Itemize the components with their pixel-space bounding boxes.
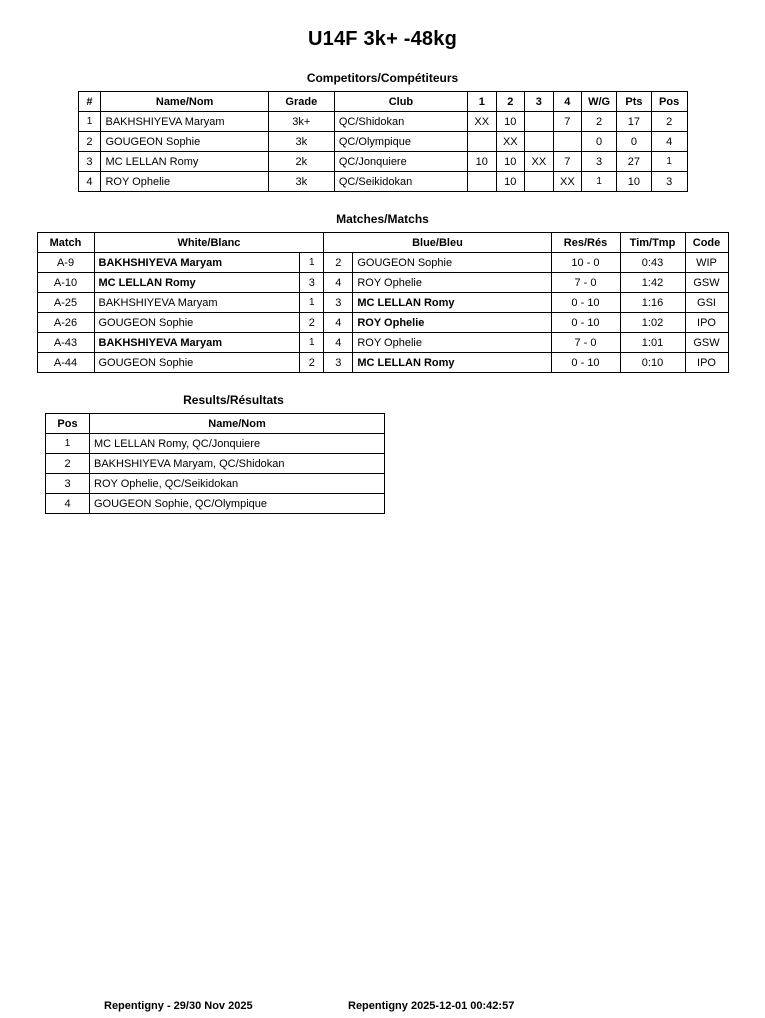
competitor-result-4: 7	[553, 152, 582, 172]
competitor-name: GOUGEON Sophie	[101, 132, 268, 152]
table-header-row	[46, 414, 385, 434]
table-row	[78, 172, 687, 192]
result-name: GOUGEON Sophie, QC/Olympique	[90, 494, 385, 514]
match-white-name: BAKHSHIYEVA Maryam	[94, 333, 300, 353]
match-code: IPO	[685, 313, 728, 333]
footer-generated-timestamp: Repentigny 2025-12-01 00:42:57	[348, 1000, 515, 1012]
match-id: A-9	[37, 253, 94, 273]
competitor-result-1	[468, 132, 497, 152]
competitor-result-3	[525, 132, 554, 152]
match-blue-number: 4	[324, 313, 353, 333]
match-code: WIP	[685, 253, 728, 273]
competitor-grade: 3k+	[268, 112, 334, 132]
match-blue-name: ROY Ophelie	[353, 273, 551, 293]
table-header-row	[78, 92, 687, 112]
table-row	[37, 273, 728, 293]
match-white-name: GOUGEON Sophie	[94, 313, 300, 333]
table-row	[46, 494, 385, 514]
competitor-result-4: 7	[553, 112, 582, 132]
competitor-result-4: XX	[553, 172, 582, 192]
competitor-wins: 0	[582, 132, 617, 152]
table-row	[37, 293, 728, 313]
match-id: A-43	[37, 333, 94, 353]
competitor-grade: 3k	[268, 172, 334, 192]
competitor-wins: 1	[582, 172, 617, 192]
competitor-name: BAKHSHIYEVA Maryam	[101, 112, 268, 132]
col-header-position: Pos	[46, 414, 90, 434]
match-id: A-44	[37, 353, 94, 373]
competitor-wins: 3	[582, 152, 617, 172]
col-header-name: Name/Nom	[101, 92, 268, 112]
result-name: BAKHSHIYEVA Maryam, QC/Shidokan	[90, 454, 385, 474]
match-result: 10 - 0	[551, 253, 620, 273]
col-header-grade: Grade	[268, 92, 334, 112]
col-header-white: White/Blanc	[94, 233, 324, 253]
competitor-number: 3	[78, 152, 101, 172]
match-white-name: BAKHSHIYEVA Maryam	[94, 293, 300, 313]
match-code: GSW	[685, 333, 728, 353]
competitor-result-2: XX	[496, 132, 525, 152]
competitor-result-4	[553, 132, 582, 152]
match-time: 1:42	[620, 273, 685, 293]
competitor-grade: 3k	[268, 132, 334, 152]
col-header-time: Tim/Tmp	[620, 233, 685, 253]
competitor-position: 2	[651, 112, 687, 132]
match-result: 0 - 10	[551, 313, 620, 333]
match-blue-name: ROY Ophelie	[353, 333, 551, 353]
col-header-number: #	[78, 92, 101, 112]
match-blue-number: 4	[324, 333, 353, 353]
competitor-number: 1	[78, 112, 101, 132]
competitor-result-3	[525, 112, 554, 132]
match-white-number: 2	[300, 313, 324, 333]
match-time: 1:02	[620, 313, 685, 333]
match-time: 0:43	[620, 253, 685, 273]
competitor-position: 1	[651, 152, 687, 172]
match-result: 0 - 10	[551, 353, 620, 373]
results-table-wrap	[45, 413, 765, 514]
competitor-points: 17	[617, 112, 652, 132]
competitor-club: QC/Shidokan	[334, 112, 467, 132]
match-result: 0 - 10	[551, 293, 620, 313]
match-time: 1:01	[620, 333, 685, 353]
result-position: 2	[46, 454, 90, 474]
table-row	[78, 152, 687, 172]
col-header-m3: 3	[525, 92, 554, 112]
competitor-points: 27	[617, 152, 652, 172]
col-header-club: Club	[334, 92, 467, 112]
col-header-wg: W/G	[582, 92, 617, 112]
match-white-number: 1	[300, 293, 324, 313]
table-row	[37, 253, 728, 273]
col-header-m4: 4	[553, 92, 582, 112]
match-white-number: 2	[300, 353, 324, 373]
col-header-result: Res/Rés	[551, 233, 620, 253]
competitors-heading: Competitors/Compétiteurs	[306, 71, 459, 85]
competitor-grade: 2k	[268, 152, 334, 172]
match-id: A-26	[37, 313, 94, 333]
matches-table	[37, 232, 729, 373]
result-name: ROY Ophelie, QC/Seikidokan	[90, 474, 385, 494]
col-header-pos: Pos	[651, 92, 687, 112]
match-blue-name: GOUGEON Sophie	[353, 253, 551, 273]
competitor-result-2: 10	[496, 152, 525, 172]
competitor-result-2: 10	[496, 172, 525, 192]
competitor-number: 4	[78, 172, 101, 192]
matches-table-wrap	[0, 232, 765, 373]
competitor-result-2: 10	[496, 112, 525, 132]
table-row	[37, 353, 728, 373]
competitors-table	[78, 91, 688, 192]
competitor-club: QC/Seikidokan	[334, 172, 467, 192]
match-result: 7 - 0	[551, 273, 620, 293]
competitor-position: 3	[651, 172, 687, 192]
match-blue-number: 4	[324, 273, 353, 293]
competitor-wins: 2	[582, 112, 617, 132]
match-time: 1:16	[620, 293, 685, 313]
competitor-club: QC/Jonquiere	[334, 152, 467, 172]
match-code: GSW	[685, 273, 728, 293]
col-header-m1: 1	[468, 92, 497, 112]
table-row	[37, 313, 728, 333]
competitor-number: 2	[78, 132, 101, 152]
col-header-m2: 2	[496, 92, 525, 112]
match-white-name: GOUGEON Sophie	[94, 353, 300, 373]
match-code: IPO	[685, 353, 728, 373]
match-white-number: 1	[300, 333, 324, 353]
competitor-name: MC LELLAN Romy	[101, 152, 268, 172]
match-id: A-25	[37, 293, 94, 313]
col-header-name: Name/Nom	[90, 414, 385, 434]
competitor-position: 4	[651, 132, 687, 152]
matches-heading: Matches/Matchs	[336, 212, 429, 226]
competitor-result-1: 10	[468, 152, 497, 172]
match-blue-number: 2	[324, 253, 353, 273]
match-white-name: MC LELLAN Romy	[94, 273, 300, 293]
results-heading: Results/Résultats	[183, 393, 284, 407]
page-title: U14F 3k+ -48kg	[308, 28, 457, 50]
results-table	[45, 413, 385, 514]
result-position: 1	[46, 434, 90, 454]
match-blue-name: MC LELLAN Romy	[353, 353, 551, 373]
result-position: 3	[46, 474, 90, 494]
table-row	[78, 112, 687, 132]
match-time: 0:10	[620, 353, 685, 373]
competitor-points: 0	[617, 132, 652, 152]
competitor-result-1: XX	[468, 112, 497, 132]
match-blue-name: ROY Ophelie	[353, 313, 551, 333]
competitor-points: 10	[617, 172, 652, 192]
competitors-table-wrap	[0, 91, 765, 192]
match-id: A-10	[37, 273, 94, 293]
competitor-name: ROY Ophelie	[101, 172, 268, 192]
table-row	[46, 454, 385, 474]
table-row	[78, 132, 687, 152]
match-blue-name: MC LELLAN Romy	[353, 293, 551, 313]
competitor-result-1	[468, 172, 497, 192]
result-position: 4	[46, 494, 90, 514]
result-name: MC LELLAN Romy, QC/Jonquiere	[90, 434, 385, 454]
match-white-number: 3	[300, 273, 324, 293]
table-row	[46, 474, 385, 494]
match-result: 7 - 0	[551, 333, 620, 353]
competitor-club: QC/Olympique	[334, 132, 467, 152]
col-header-pts: Pts	[617, 92, 652, 112]
match-white-name: BAKHSHIYEVA Maryam	[94, 253, 300, 273]
competitor-result-3	[525, 172, 554, 192]
match-blue-number: 3	[324, 293, 353, 313]
col-header-code: Code	[685, 233, 728, 253]
footer-event-info: Repentigny - 29/30 Nov 2025	[104, 1000, 253, 1012]
competitor-result-3: XX	[525, 152, 554, 172]
col-header-blue: Blue/Bleu	[324, 233, 551, 253]
table-header-row	[37, 233, 728, 253]
match-blue-number: 3	[324, 353, 353, 373]
col-header-match: Match	[37, 233, 94, 253]
table-row	[46, 434, 385, 454]
match-code: GSI	[685, 293, 728, 313]
table-row	[37, 333, 728, 353]
match-white-number: 1	[300, 253, 324, 273]
